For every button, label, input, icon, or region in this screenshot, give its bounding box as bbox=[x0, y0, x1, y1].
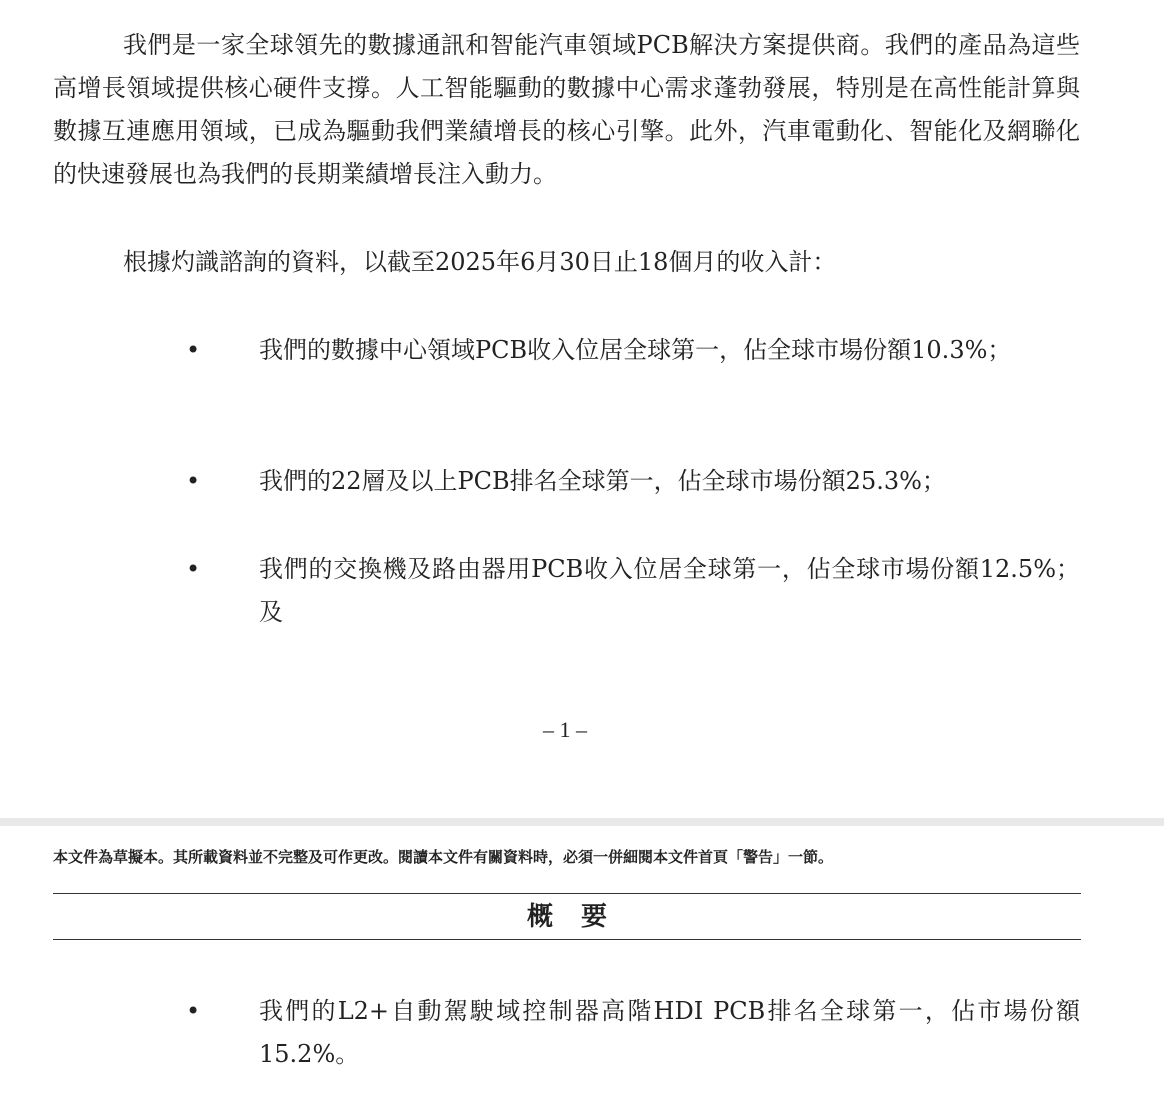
page-number: – 1 – bbox=[543, 717, 587, 742]
bullet-dot-icon: • bbox=[186, 555, 201, 583]
bullet-dot-icon: • bbox=[186, 467, 201, 495]
draft-notice-header: 本文件為草擬本。其所載資料並不完整及可作更改。閱讀本文件有關資料時，必須一併細閱本文件首頁「警告」一節。 bbox=[53, 848, 834, 866]
header-rule-top bbox=[53, 893, 1081, 894]
intro-paragraph: 我們是一家全球領先的數據通訊和智能汽車領域PCB解決方案提供商。我們的產品為這些高增長領域提供核心硬件支撐。人工智能驅動的數據中心需求蓬勃發展，特別是在高性能計算與數據互連應用領域，已成為驅動我們業績增長的核心引擎。此外，汽車電動化、智能化及網聯化的快速發展也為我們的長期業績增長注入動力。 bbox=[53, 31, 1080, 188]
lead-paragraph: 根據灼識諮詢的資料，以截至2025年6月30日止18個月的收入計： bbox=[123, 248, 837, 276]
bullet-dot-icon: • bbox=[186, 336, 201, 364]
header-rule-bottom bbox=[53, 939, 1081, 940]
bullet-text: 我們的交換機及路由器用PCB收入位居全球第一，佔全球市場份額12.5%；及 bbox=[259, 555, 1080, 626]
bullet-text: 我們的L2+自動駕駛域控制器高階HDI PCB排名全球第一，佔市場份額15.2%。 bbox=[259, 997, 1080, 1068]
bullet-dot-icon: • bbox=[186, 997, 201, 1025]
section-title: 概要 bbox=[526, 902, 635, 932]
page-separator bbox=[0, 818, 1164, 826]
bullet-text: 我們的數據中心領域PCB收入位居全球第一，佔全球市場份額10.3%； bbox=[259, 336, 1012, 364]
bullet-text: 我們的22層及以上PCB排名全球第一，佔全球市場份額25.3%； bbox=[259, 467, 946, 495]
